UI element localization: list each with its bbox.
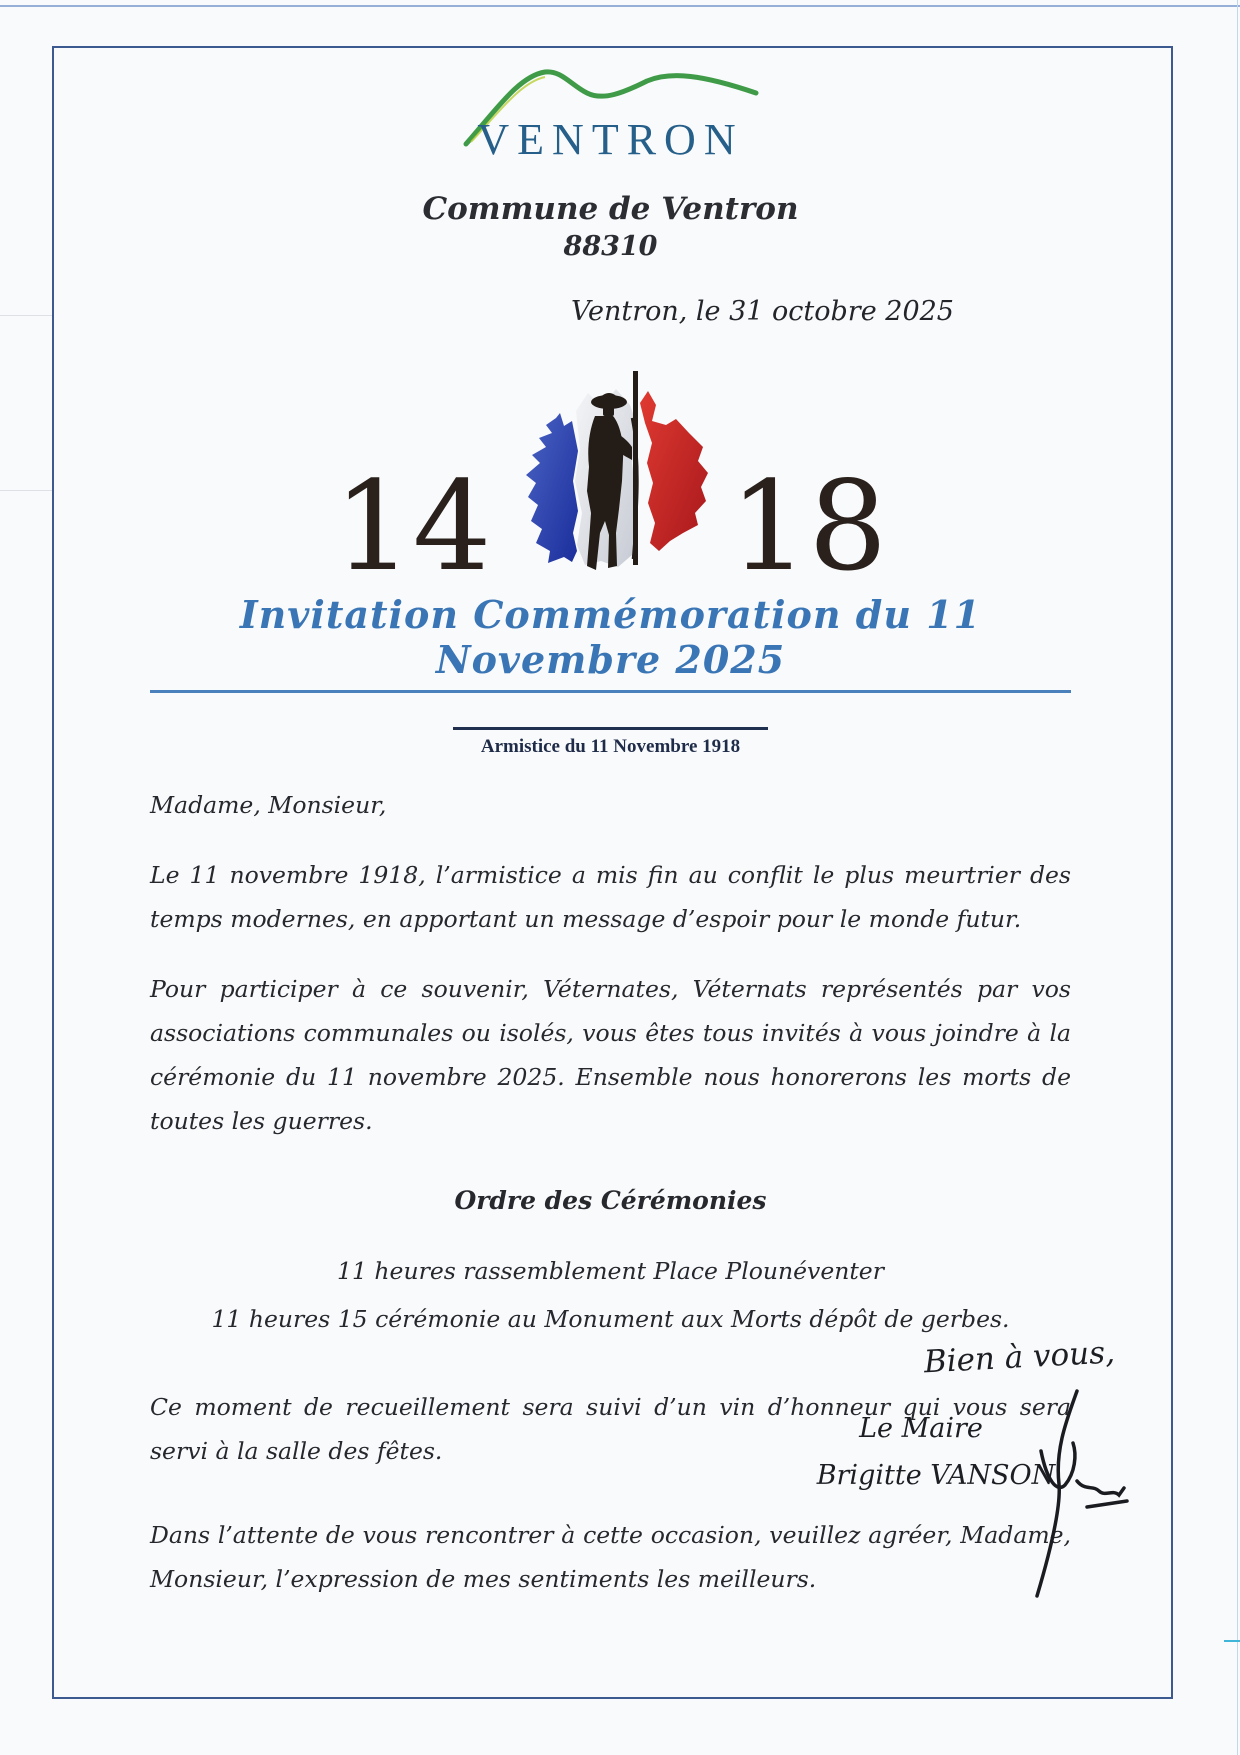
signature-scribble [959,1389,1129,1601]
ceremony-schedule-line-1: 11 heures rassemblement Place Plounéventer [337,1257,884,1286]
paragraph-invitation: Pour participer à ce souvenir, Véternates, Véternats représentés par vos associations communales ou isolés, vous êtes tous invités à vous joindre à la cérémonie du 11 novembre 2025. Ensemble nous honorerons les morts de toutes les guerres. [150,974,1071,1135]
letter-sheet [52,46,1173,1699]
signature-closing: Bien à vous, [922,1334,1116,1381]
emblem-14-18 [150,363,1071,600]
date-line: Ventron, le 31 octobre 2025 [570,296,954,327]
mayor-name: Brigitte VANSON [816,1460,1056,1491]
soldier-france-map-graphic [456,363,766,578]
scan-artifact-left-dash [0,490,52,491]
ceremonies-heading: Ordre des Cérémonies [454,1185,767,1215]
salutation: Madame, Monsieur, [150,791,387,819]
commune-name: Commune de Ventron [422,191,799,227]
scan-artifact-right-line [1237,0,1238,1755]
ceremony-schedule-line-2: 11 heures 15 cérémonie au Monument aux Morts dépôt de gerbes. [211,1305,1010,1334]
scan-artifact-cyan-dash [1224,1640,1240,1642]
paragraph-vin-honneur: Ce moment de recueillement sera suivi d’un vin d’honneur qui vous sera servi à la salle des fêtes. [150,1393,1071,1466]
mayor-role-label: Le Maire [859,1413,983,1444]
emblem-number-14: 14 [333,455,492,600]
scan-artifact-top-line [0,5,1240,7]
letter-title: Invitation Commémoration du 11 Novembre 2025 [150,592,1071,693]
town-name: VENTRON [477,115,744,164]
emblem-number-18: 18 [729,455,888,600]
paragraph-closing-formula: Dans l’attente de vous rencontrer à cette occasion, veuillez agréer, Madame, Monsieur, l’expression de mes sentiments les meilleurs. [150,1521,1071,1593]
subtitle-armistice: Armistice du 11 Novembre 1918 [453,727,768,758]
paragraph-armistice-intro: Le 11 novembre 1918, l’armistice a mis fin au conflit le plus meurtrier des temps modernes, en apportant un message d’espoir pour le monde futur. [150,860,1071,933]
signature-block [781,1334,1121,1491]
scan-artifact-left-dash [0,315,52,316]
postal-code: 88310 [563,231,658,262]
